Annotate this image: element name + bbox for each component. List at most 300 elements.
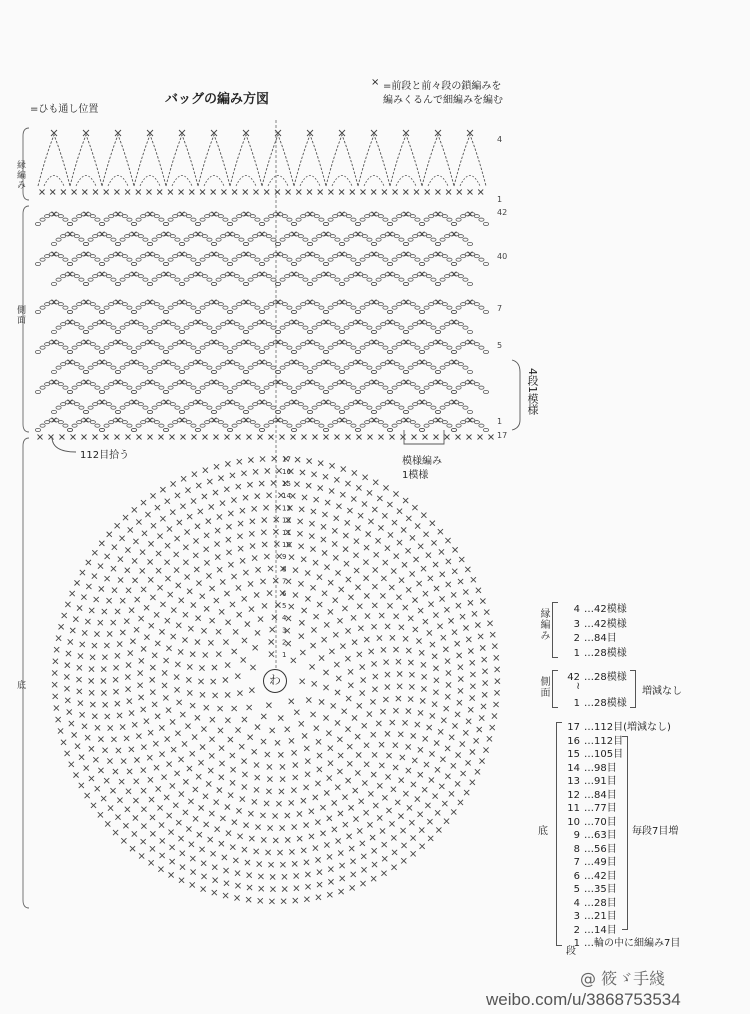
round-stitch-mark	[311, 627, 316, 632]
chain-stitch-mark	[296, 346, 301, 349]
round-stitch-mark	[66, 651, 71, 656]
round-stitch-mark	[167, 813, 172, 818]
chain-stitch-mark	[447, 346, 452, 349]
chain-stitch-mark	[127, 346, 132, 349]
chain-stitch-mark	[40, 386, 45, 389]
round-stitch-mark	[343, 822, 348, 827]
sc-stitch-mark	[148, 435, 153, 440]
round-stitch-mark	[317, 882, 322, 887]
chain-stitch-mark	[303, 406, 308, 409]
round-stitch-mark	[132, 578, 137, 583]
round-stitch-mark	[390, 635, 395, 640]
chain-stitch-mark	[67, 262, 72, 265]
round-stitch-mark	[136, 734, 141, 739]
round-stitch-mark	[230, 473, 235, 478]
chain-stitch-mark	[351, 346, 356, 349]
chain-stitch-mark	[35, 262, 40, 265]
chain-stitch-mark	[298, 323, 303, 326]
chain-stitch-mark	[259, 222, 264, 225]
round-stitch-mark	[219, 761, 224, 766]
round-stitch-mark	[275, 740, 280, 745]
round-stitch-mark	[384, 660, 389, 665]
sc-stitch-mark	[280, 435, 285, 440]
round-stitch-mark	[211, 679, 216, 684]
round-stitch-mark	[340, 876, 345, 881]
round-stitch-mark	[382, 513, 387, 518]
chain-stitch-mark	[479, 386, 484, 389]
round-stitch-mark	[408, 697, 413, 702]
round-stitch-mark	[413, 627, 418, 632]
round-stitch-mark	[115, 523, 120, 528]
round-stitch-mark	[236, 585, 241, 590]
sc-stitch-mark	[247, 435, 252, 440]
chain-stitch-mark	[186, 255, 191, 258]
round-stitch-mark	[225, 804, 230, 809]
sc-stitch-mark	[214, 435, 219, 440]
chain-stitch-mark	[408, 238, 413, 241]
round-stitch-mark	[457, 700, 462, 705]
round-stitch-mark	[166, 708, 171, 713]
round-stitch-mark	[470, 749, 475, 754]
chain-stitch-mark	[328, 386, 333, 389]
chain-stitch-mark	[280, 406, 285, 409]
round-stitch-mark	[116, 748, 121, 753]
round-stitch-mark	[204, 533, 209, 538]
chain-stitch-mark	[296, 218, 301, 221]
bracket	[552, 670, 558, 708]
sc-stitch-mark	[189, 190, 194, 195]
side-label-bottom: 底	[15, 680, 25, 690]
round-stitch-mark	[160, 838, 165, 843]
chain-stitch-mark	[40, 424, 45, 427]
round-stitch-mark	[199, 665, 204, 670]
round-stitch-mark	[219, 609, 224, 614]
round-stitch-mark	[338, 850, 343, 855]
round-stitch-mark	[213, 878, 218, 883]
table-row	[562, 615, 627, 630]
chain-stitch-mark	[403, 282, 408, 285]
round-stitch-mark	[68, 639, 73, 644]
round-stitch-mark	[360, 841, 365, 846]
round-stitch-mark	[132, 722, 137, 727]
chain-stitch-mark	[90, 255, 95, 258]
round-stitch-mark	[332, 800, 337, 805]
round-stitch-mark	[289, 738, 294, 743]
round-stitch-mark	[324, 842, 329, 847]
round-stitch-mark	[377, 635, 382, 640]
round-stitch-mark	[178, 836, 183, 841]
round-stitch-mark	[435, 810, 440, 815]
chain-stitch-mark	[287, 306, 292, 309]
chain-stitch-mark	[255, 424, 260, 427]
round-stitch-mark	[310, 585, 315, 590]
round-stitch-mark	[495, 679, 500, 684]
round-stitch-mark	[332, 541, 337, 546]
chain-stitch-mark	[280, 278, 285, 281]
chain-stitch-mark	[291, 428, 296, 431]
round-stitch-mark	[171, 634, 176, 639]
row-index: 17	[567, 722, 580, 733]
round-stitch-mark	[297, 811, 302, 816]
round-stitch-mark	[270, 627, 275, 632]
round-stitch-mark	[460, 614, 465, 619]
round-stitch-mark	[409, 820, 414, 825]
chain-stitch-mark	[296, 386, 301, 389]
round-stitch-mark	[206, 573, 211, 578]
round-stitch-mark	[170, 719, 175, 724]
round-stitch-mark	[427, 630, 432, 635]
row-count: …14目	[584, 924, 617, 936]
round-stitch-mark	[178, 649, 183, 654]
round-stitch-mark	[177, 520, 182, 525]
round-stitch-mark	[355, 734, 360, 739]
round-stitch-mark	[290, 493, 295, 498]
chain-stitch-mark	[106, 363, 111, 366]
chain-stitch-mark	[154, 255, 159, 258]
round-stitch-mark	[65, 602, 70, 607]
round-stitch-mark	[123, 823, 128, 828]
round-stitch-mark	[113, 665, 118, 670]
chain-stitch-mark	[410, 421, 415, 424]
row-number: 5	[497, 341, 503, 350]
chain-stitch-mark	[376, 238, 381, 241]
chain-stitch-mark	[323, 310, 328, 313]
sc-stitch-mark	[104, 435, 109, 440]
chain-stitch-mark	[163, 222, 168, 225]
round-stitch-mark	[286, 616, 291, 621]
round-stitch-mark	[230, 845, 235, 850]
round-stitch-mark	[324, 622, 329, 627]
round-stitch-mark	[139, 616, 144, 621]
round-stitch-mark	[451, 763, 456, 768]
round-stitch-mark	[107, 532, 112, 537]
chain-stitch-mark	[159, 258, 164, 261]
chain-stitch-mark	[282, 255, 287, 258]
round-stitch-mark	[167, 762, 172, 767]
round-stitch-mark	[159, 752, 164, 757]
round-stitch-mark	[273, 813, 278, 818]
chain-stitch-mark	[367, 406, 372, 409]
chain-stitch-mark	[95, 218, 100, 221]
sc-stitch-mark	[328, 190, 333, 195]
round-stitch-mark	[292, 824, 297, 829]
chain-stitch-mark	[186, 303, 191, 306]
round-stitch-mark	[445, 694, 450, 699]
round-stitch-mark	[483, 680, 488, 685]
sc-stitch-mark	[126, 435, 131, 440]
chain-stitch-mark	[451, 310, 456, 313]
round-stitch-mark	[141, 707, 146, 712]
chain-stitch-mark	[483, 262, 488, 265]
sc-stitch-mark	[423, 435, 428, 440]
round-stitch-mark	[260, 579, 265, 584]
round-stitch-mark	[421, 662, 426, 667]
chain-stitch-mark	[143, 326, 148, 329]
chain-stitch-mark	[266, 363, 271, 366]
round-stitch-mark	[332, 528, 337, 533]
chain-stitch-mark	[323, 428, 328, 431]
sc-stitch-mark	[254, 190, 259, 195]
chain-stitch-mark	[179, 330, 184, 333]
round-stitch-mark	[463, 589, 468, 594]
edging-loop-mark	[172, 176, 192, 187]
round-stitch-mark	[311, 643, 316, 648]
round-stitch-mark	[262, 517, 267, 522]
round-stitch-mark	[222, 855, 227, 860]
chain-stitch-mark	[63, 424, 68, 427]
round-stitch-mark	[327, 854, 332, 859]
chain-stitch-mark	[72, 386, 77, 389]
round-stitch-mark	[392, 520, 397, 525]
chain-stitch-mark	[202, 363, 207, 366]
round-stitch-mark	[337, 769, 342, 774]
round-stitch-mark	[258, 898, 263, 903]
chain-stitch-mark	[344, 366, 349, 369]
round-stitch-mark	[380, 593, 385, 598]
chain-stitch-mark	[243, 410, 248, 413]
round-stitch-mark	[317, 753, 322, 758]
round-stitch-mark	[482, 657, 487, 662]
row-count: …28目	[584, 897, 617, 909]
chain-stitch-mark	[138, 275, 143, 278]
chain-stitch-mark	[474, 255, 479, 258]
table-row	[562, 600, 627, 615]
round-stitch-mark	[160, 602, 165, 607]
chain-stitch-mark	[179, 282, 184, 285]
chain-stitch-mark	[175, 326, 180, 329]
chain-stitch-mark	[344, 406, 349, 409]
round-stitch-mark	[203, 652, 208, 657]
round-stitch-mark	[372, 584, 377, 589]
chain-stitch-mark	[362, 323, 367, 326]
round-stitch-mark	[247, 885, 252, 890]
chain-stitch-mark	[136, 346, 141, 349]
round-stitch-mark	[285, 727, 290, 732]
chain-stitch-mark	[147, 282, 152, 285]
round-stitch-mark	[235, 727, 240, 732]
chain-stitch-mark	[474, 383, 479, 386]
row-index: 5	[573, 884, 580, 895]
chain-stitch-mark	[314, 215, 319, 218]
round-stitch-mark	[393, 743, 398, 748]
round-stitch-mark	[226, 524, 231, 529]
round-stitch-mark	[353, 816, 358, 821]
round-stitch-mark	[89, 608, 94, 613]
chain-stitch-mark	[362, 403, 367, 406]
round-stitch-mark	[111, 620, 116, 625]
chain-stitch-mark	[122, 215, 127, 218]
row-index: 4	[573, 897, 580, 909]
edging-loop-mark	[396, 176, 416, 187]
sc-stitch-mark	[296, 190, 301, 195]
chain-stitch-mark	[147, 330, 152, 333]
chain-stitch-mark	[58, 215, 63, 218]
round-stitch-mark	[181, 476, 186, 481]
side-note: 増減なし	[642, 686, 682, 697]
chain-stitch-mark	[154, 303, 159, 306]
round-stitch-mark	[357, 703, 362, 708]
round-stitch-mark	[230, 602, 235, 607]
chain-stitch-mark	[232, 386, 237, 389]
round-stitch-mark	[198, 760, 203, 765]
round-stitch-mark	[90, 655, 95, 660]
round-stitch-mark	[391, 568, 396, 573]
round-stitch-mark	[219, 841, 224, 846]
row-count: …42目	[584, 870, 617, 882]
chain-stitch-mark	[463, 406, 468, 409]
round-stitch-mark	[419, 827, 424, 832]
round-stitch-mark	[315, 857, 320, 862]
round-stitch-mark	[318, 485, 323, 490]
round-stitch-mark	[120, 630, 125, 635]
round-stitch-mark	[86, 584, 91, 589]
round-stitch-mark	[126, 662, 131, 667]
round-stitch-mark	[196, 483, 201, 488]
chain-stitch-mark	[410, 343, 415, 346]
chain-stitch-mark	[479, 258, 484, 261]
chain-stitch-mark	[287, 386, 292, 389]
round-stitch-mark	[187, 690, 192, 695]
round-stitch-mark	[412, 505, 417, 510]
row-index: 13	[567, 776, 580, 787]
round-stitch-mark	[161, 775, 166, 780]
chain-stitch-mark	[291, 310, 296, 313]
chain-stitch-mark	[442, 303, 447, 306]
chain-stitch-mark	[239, 406, 244, 409]
chain-stitch-mark	[216, 278, 221, 281]
round-stitch-mark	[420, 844, 425, 849]
sc-stitch-mark	[50, 190, 55, 195]
round-stitch-mark	[235, 883, 240, 888]
chain-stitch-mark	[195, 262, 200, 265]
chain-stitch-mark	[431, 326, 436, 329]
round-stitch-mark	[148, 730, 153, 735]
stitch-count-table	[536, 600, 746, 960]
round-stitch-mark	[357, 828, 362, 833]
round-stitch-mark	[164, 658, 169, 663]
round-stitch-mark	[360, 690, 365, 695]
round-stitch-mark	[432, 702, 437, 707]
round-stitch-mark	[429, 777, 434, 782]
chain-stitch-mark	[271, 406, 276, 409]
round-stitch-mark	[77, 689, 82, 694]
round-stitch-mark	[267, 825, 272, 830]
chain-stitch-mark	[328, 346, 333, 349]
round-stitch-mark	[103, 702, 108, 707]
chain-stitch-mark	[131, 350, 136, 353]
round-stitch-mark	[343, 547, 348, 552]
round-stitch-mark	[337, 618, 342, 623]
round-stitch-mark	[82, 630, 87, 635]
round-stitch-mark	[84, 765, 89, 770]
chain-stitch-mark	[239, 238, 244, 241]
round-stitch-mark	[381, 871, 386, 876]
chain-stitch-mark	[218, 383, 223, 386]
round-stitch-mark	[428, 576, 433, 581]
round-stitch-mark	[147, 755, 152, 760]
chain-stitch-mark	[330, 323, 335, 326]
round-stitch-mark	[141, 807, 146, 812]
round-stitch-mark	[466, 637, 471, 642]
round-stitch-mark	[334, 477, 339, 482]
chain-stitch-mark	[234, 235, 239, 238]
round-stitch-mark	[240, 797, 245, 802]
chain-stitch-mark	[303, 278, 308, 281]
chain-stitch-mark	[392, 306, 397, 309]
round-stitch-mark	[352, 640, 357, 645]
round-stitch-mark	[261, 714, 266, 719]
row-count: …28模様	[584, 698, 627, 709]
chain-stitch-mark	[211, 242, 216, 245]
chain-stitch-mark	[387, 390, 392, 393]
round-stitch-mark	[397, 540, 402, 545]
round-stitch-mark	[64, 686, 69, 691]
sc-stitch-mark	[478, 190, 483, 195]
chain-stitch-mark	[83, 410, 88, 413]
round-stitch-mark	[342, 795, 347, 800]
round-stitch-mark	[350, 859, 355, 864]
chain-stitch-mark	[447, 306, 452, 309]
round-stitch-mark	[369, 649, 374, 654]
round-stitch-mark	[373, 803, 378, 808]
round-stitch-mark	[445, 746, 450, 751]
chain-stitch-mark	[266, 275, 271, 278]
round-stitch-mark	[406, 587, 411, 592]
round-stitch-mark	[249, 836, 254, 841]
round-stitch-mark	[378, 525, 383, 530]
round-stitch-mark	[304, 785, 309, 790]
round-stitch-mark	[313, 845, 318, 850]
round-stitch-mark	[492, 713, 497, 718]
sc-stitch-mark	[393, 190, 398, 195]
chain-stitch-mark	[211, 330, 216, 333]
chain-stitch-mark	[419, 350, 424, 353]
chain-stitch-mark	[184, 238, 189, 241]
row-count: …49目	[584, 857, 617, 868]
chain-stitch-mark	[447, 218, 452, 221]
chain-stitch-mark	[410, 383, 415, 386]
round-stitch-mark	[470, 684, 475, 689]
string-position-legend: =ひも通し位置	[30, 104, 99, 115]
chain-stitch-mark	[467, 242, 472, 245]
chain-stitch-mark	[458, 403, 463, 406]
round-stitch-mark	[459, 557, 464, 562]
chain-stitch-mark	[207, 278, 212, 281]
row-count: …35目	[584, 884, 617, 895]
round-stitch-mark	[406, 648, 411, 653]
chain-stitch-mark	[383, 386, 388, 389]
chain-stitch-mark	[74, 403, 79, 406]
round-stitch-mark	[69, 762, 74, 767]
chain-stitch-mark	[335, 278, 340, 281]
chain-stitch-mark	[378, 303, 383, 306]
chain-stitch-mark	[154, 343, 159, 346]
chain-stitch-mark	[351, 218, 356, 221]
round-stitch-mark	[437, 624, 442, 629]
sc-stitch-mark	[71, 435, 76, 440]
round-stitch-mark	[223, 868, 228, 873]
chain-stitch-mark	[474, 215, 479, 218]
round-stitch-mark	[348, 669, 353, 674]
round-stitch-mark	[297, 836, 302, 841]
chain-stitch-mark	[458, 235, 463, 238]
round-stitch-mark	[141, 500, 146, 505]
round-stitch-mark	[117, 713, 122, 718]
chain-stitch-mark	[303, 326, 308, 329]
round-stitch-mark	[107, 758, 112, 763]
chain-stitch-mark	[163, 428, 168, 431]
row-number: 4	[497, 135, 503, 144]
